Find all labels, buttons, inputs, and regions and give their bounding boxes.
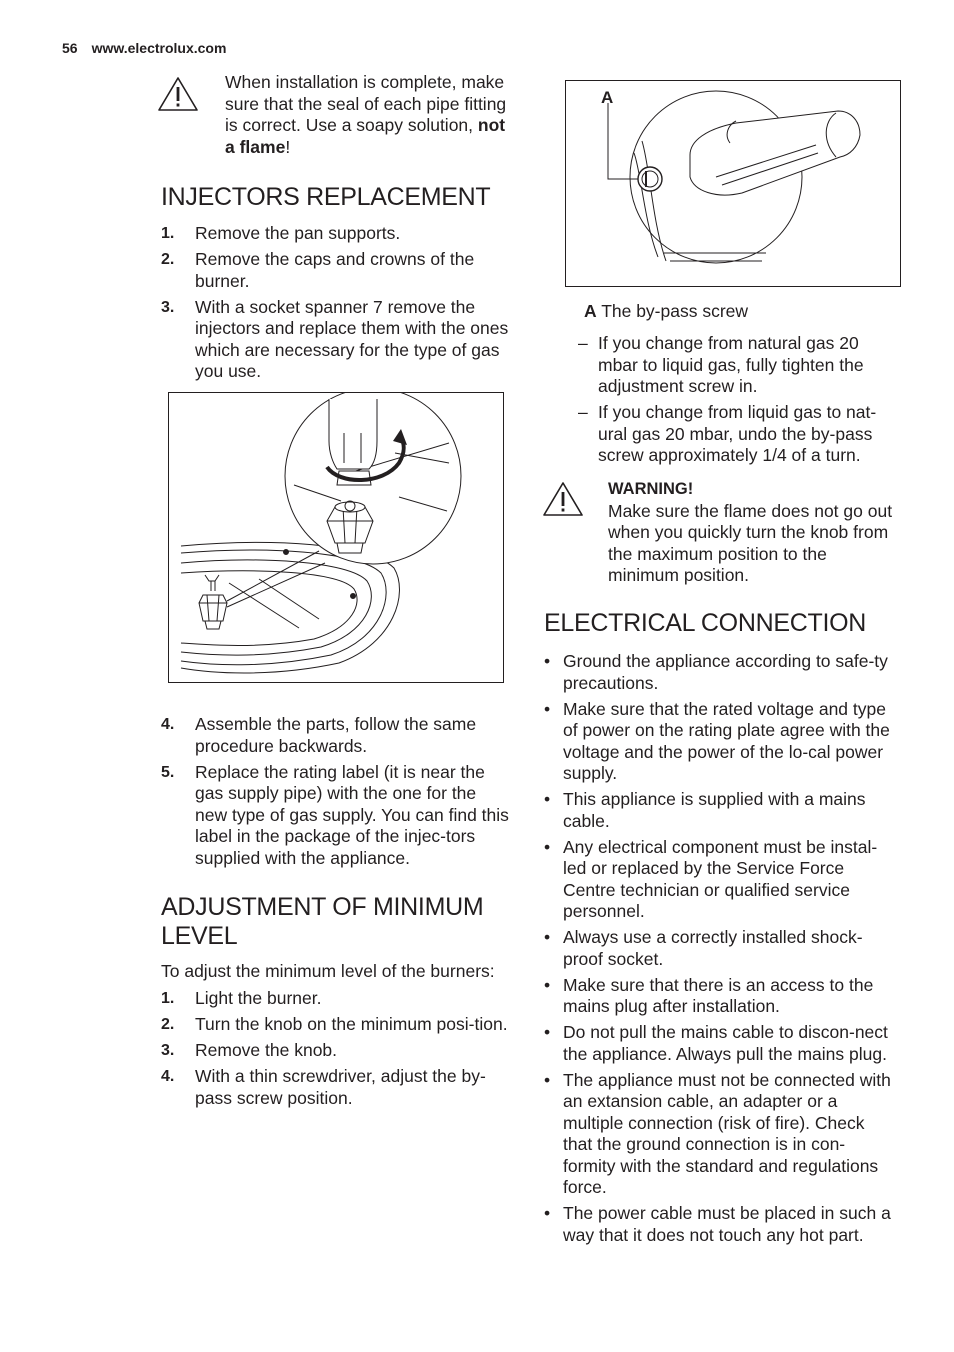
page-header — [62, 38, 226, 60]
electrical-list — [544, 651, 894, 1251]
adjustment-intro: To adjust the minimum level of the burners: — [161, 961, 495, 981]
caution-bold: not a flame — [225, 115, 506, 157]
figure-label-a: A — [601, 88, 614, 107]
list-item: • Any electrical component must be instal-led or replaced by the Service Force Centre technician or qualified service personnel. — [544, 836, 878, 921]
bypass-notes — [578, 333, 896, 471]
section-title-electrical: ELECTRICAL CONNECTION — [544, 609, 866, 637]
page-number: 56 — [62, 40, 78, 56]
list-item: • Make sure that the rated voltage and type of power on the rating plate agree with the voltage and the power of the lo-cal power supply. — [544, 698, 890, 783]
list-item: – If you change from natural gas 20 mbar to liquid gas, fully tighten the adjustment screw in. — [578, 333, 864, 396]
warning-triangle-icon — [542, 481, 584, 517]
list-item: 1. Remove the pan supports. — [161, 223, 401, 243]
figure-caption: A The by-pass screw — [584, 301, 749, 321]
list-item: • Do not pull the mains cable to discon-nect the appliance. Always pull the mains plug. — [544, 1022, 888, 1064]
warning-triangle-icon — [157, 76, 199, 112]
warning-block — [608, 479, 898, 587]
section-title-adjustment: ADJUSTMENT OF MINIMUM LEVEL — [161, 893, 484, 950]
adjustment-steps — [161, 988, 511, 1114]
list-item: 4. With a thin screwdriver, adjust the by-pass screw position. — [161, 1066, 486, 1108]
injectors-steps-b — [161, 714, 511, 874]
injector-figure — [168, 392, 504, 683]
list-item: 2. Turn the knob on the minimum posi-tion. — [161, 1014, 508, 1034]
list-item: 5. Replace the rating label (it is near the gas supply pipe) with the one for the new type of gas supply. You can find this label in the package of the injec-tors supplied with the appliance. — [161, 761, 509, 868]
caution-note: When installation is complete, make sure that the seal of each pipe fitting is correct. Use a soapy solution, not a flame! — [225, 72, 507, 157]
list-item: 3. With a socket spanner 7 remove the injectors and replace them with the ones which are necessary for the type of gas you use. — [161, 296, 509, 381]
list-item: 2. Remove the caps and crowns of the burner. — [161, 249, 475, 291]
injector-illustration — [169, 393, 503, 682]
warning-text: Make sure the flame does not go out when you quickly turn the knob from the maximum position to the minimum position. — [608, 500, 893, 585]
list-item: 1. Light the burner. — [161, 988, 322, 1008]
bypass-figure — [565, 80, 901, 287]
list-item: 4. Assemble the parts, follow the same procedure backwards. — [161, 714, 477, 756]
list-item: • The appliance must not be connected with an extansion cable, an adapter or a multiple connection (risk of fire). Check that the ground connection is in con-formity with the standard and regulations force. — [544, 1069, 891, 1197]
list-item: 3. Remove the knob. — [161, 1040, 338, 1060]
site-url: www.electrolux.com — [91, 40, 227, 56]
list-item: • The power cable must be placed in such a way that it does not touch any hot part. — [544, 1203, 891, 1245]
warning-title: WARNING! — [608, 480, 694, 498]
injectors-steps-a — [161, 223, 511, 387]
bypass-illustration — [566, 81, 900, 286]
list-item: • Make sure that there is an access to the mains plug after installation. — [544, 974, 874, 1016]
section-title-injectors: INJECTORS REPLACEMENT — [161, 183, 491, 211]
list-item: • Ground the appliance according to safe-ty precautions. — [544, 651, 888, 693]
list-item: • Always use a correctly installed shock-proof socket. — [544, 927, 863, 969]
list-item: – If you change from liquid gas to nat-ural gas 20 mbar, undo the by-pass screw approximately 1/4 of a turn. — [578, 402, 877, 465]
list-item: • This appliance is supplied with a mains cable. — [544, 789, 866, 831]
